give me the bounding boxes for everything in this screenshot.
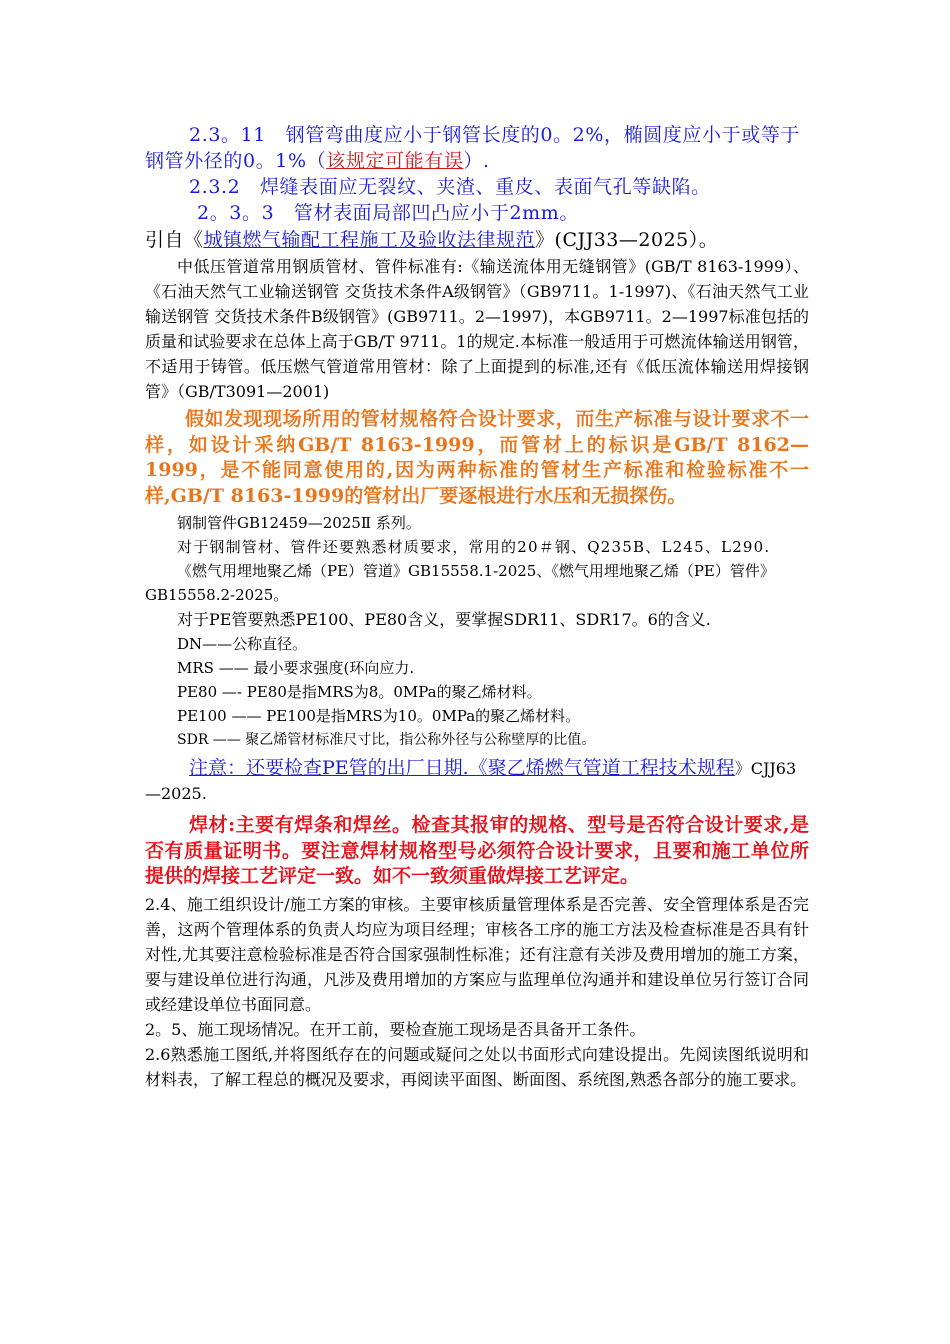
citation-prefix: 引自《	[145, 229, 204, 251]
citation-suffix: 》(CJJ33—2025）。	[535, 229, 719, 251]
section-2-4: 2.4、施工组织设计/施工方案的审核。主要审核质量管理体系是否完善、安全管理体系是否完善，这两个管理体系的负责人均应为项目经理；审核各工序的施工方法及检查标准是否具有针对性,尤其要注意检验标准是否符合国家强制性标准；还有注意有关涉及费用增加的施工方案，要与建设单位进行沟通，凡涉及费用增加的方案应与监理单位沟通并和建设单位另行签订合同或经建设单位书面同意。	[145, 894, 809, 1014]
note-text: 注意：还要检查PE管的出厂日期.	[189, 757, 469, 779]
materials-line: 对于钢制管材、管件还要熟悉材质要求，常用的20＃钢、Q235B、L245、L290.	[177, 538, 771, 556]
standards-paragraph: 中低压管道常用钢质管材、管件标准有:《输送流体用无缝钢管》(GB/T 8163-1999）、《石油天然气工业输送钢管 交货技术条件A级钢管》（GB9711。1-1997)、《石油天然气工业输送钢管 交货技术条件B级钢管》(GB9711。2—1997)，本GB9711。2—1997标准包括的质量和试验要求在总体上高于GB/T 9711。1的规定.本标准一般适用于可燃流体输送用钢管，不适用于铸管。低压燃气管道常用管材：除了上面提到的标准,还有《低压流体输送用焊接钢管》（GB/T3091—2001)	[145, 257, 809, 401]
warning-paragraph-orange: 假如发现现场所用的管材规格符合设计要求，而生产标准与设计要求不一样，如设计采纳GB/T 8163-1999，而管材上的标识是GB/T 8162—1999，是不能同意使用的,因为两种标准的管材生产标准和检验标准不一样,GB/T 8163-1999的管材出厂要逐根进行水压和无损探伤。	[145, 408, 809, 507]
pe-meaning-line: 对于PE管要熟悉PE100、PE80含义，要掌握SDR11、SDR17。6的含义.	[177, 610, 711, 629]
welding-paragraph-red: 焊材:主要有焊条和焊丝。检查其报审的规格、型号是否符合设计要求,是否有质量证明书。要注意焊材规格型号必须符合设计要求，且要和施工单位所提供的焊接工艺评定一致。如不一致须重做焊接工艺评定。	[145, 814, 809, 887]
citation-line	[145, 226, 809, 254]
clause-end: ）.	[463, 150, 490, 172]
pe80-line: PE80 —- PE80是指MRS为8。0MPa的聚乙烯材料。	[177, 683, 542, 701]
fittings-line: 钢制管件GB12459—2025Ⅱ 系列。	[177, 514, 421, 532]
clause-text: 2.3。11 钢管弯曲度应小于钢管长度的0。2%，椭圆度应小于或等于钢管外径的0。1%（	[145, 124, 801, 172]
note-suffix: 》CJJ63—2025.	[145, 759, 797, 803]
mrs-line: MRS —— 最小要求强度(环向应力.	[177, 659, 415, 677]
section-2-6: 2.6熟悉施工图纸,并将图纸存在的问题或疑问之处以书面形式向建设提出。先阅读图纸说明和材料表，了解工程总的概况及要求，再阅读平面图、断面图、系统图,熟悉各部分的施工要求。	[145, 1044, 809, 1089]
note-paragraph	[145, 756, 809, 806]
clause-2-3-11	[145, 122, 809, 174]
pe100-line: PE100 —— PE100是指MRS为10。0MPa的聚乙烯材料。	[177, 707, 581, 725]
pe-standard-line: 《燃气用埋地聚乙烯（PE）管道》GB15558.1-2025、《燃气用埋地聚乙烯（PE）管件》GB15558.2-2025。	[145, 562, 775, 604]
document-body	[145, 122, 809, 1092]
citation-link[interactable]: 城镇燃气输配工程施工及验收法律规范	[203, 229, 536, 251]
pe-spec-link[interactable]: 《聚乙烯燃气管道工程技术规程	[468, 757, 735, 779]
clause-2-3-2: 2.3.2 焊缝表面应无裂纹、夹渣、重皮、表面气孔等缺陷。	[189, 176, 711, 198]
questionable-note-link[interactable]: 该规定可能有误	[326, 150, 464, 172]
clause-2-3-3: 2。3。3 管材表面局部凹凸应小于2mm。	[197, 202, 579, 224]
dn-line: DN——公称直径。	[177, 635, 308, 653]
section-2-5: 2。5、施工现场情况。在开工前，要检查施工现场是否具备开工条件。	[145, 1019, 646, 1039]
sdr-line: SDR —— 聚乙烯管材标准尺寸比，指公称外径与公称壁厚的比值。	[177, 732, 596, 748]
